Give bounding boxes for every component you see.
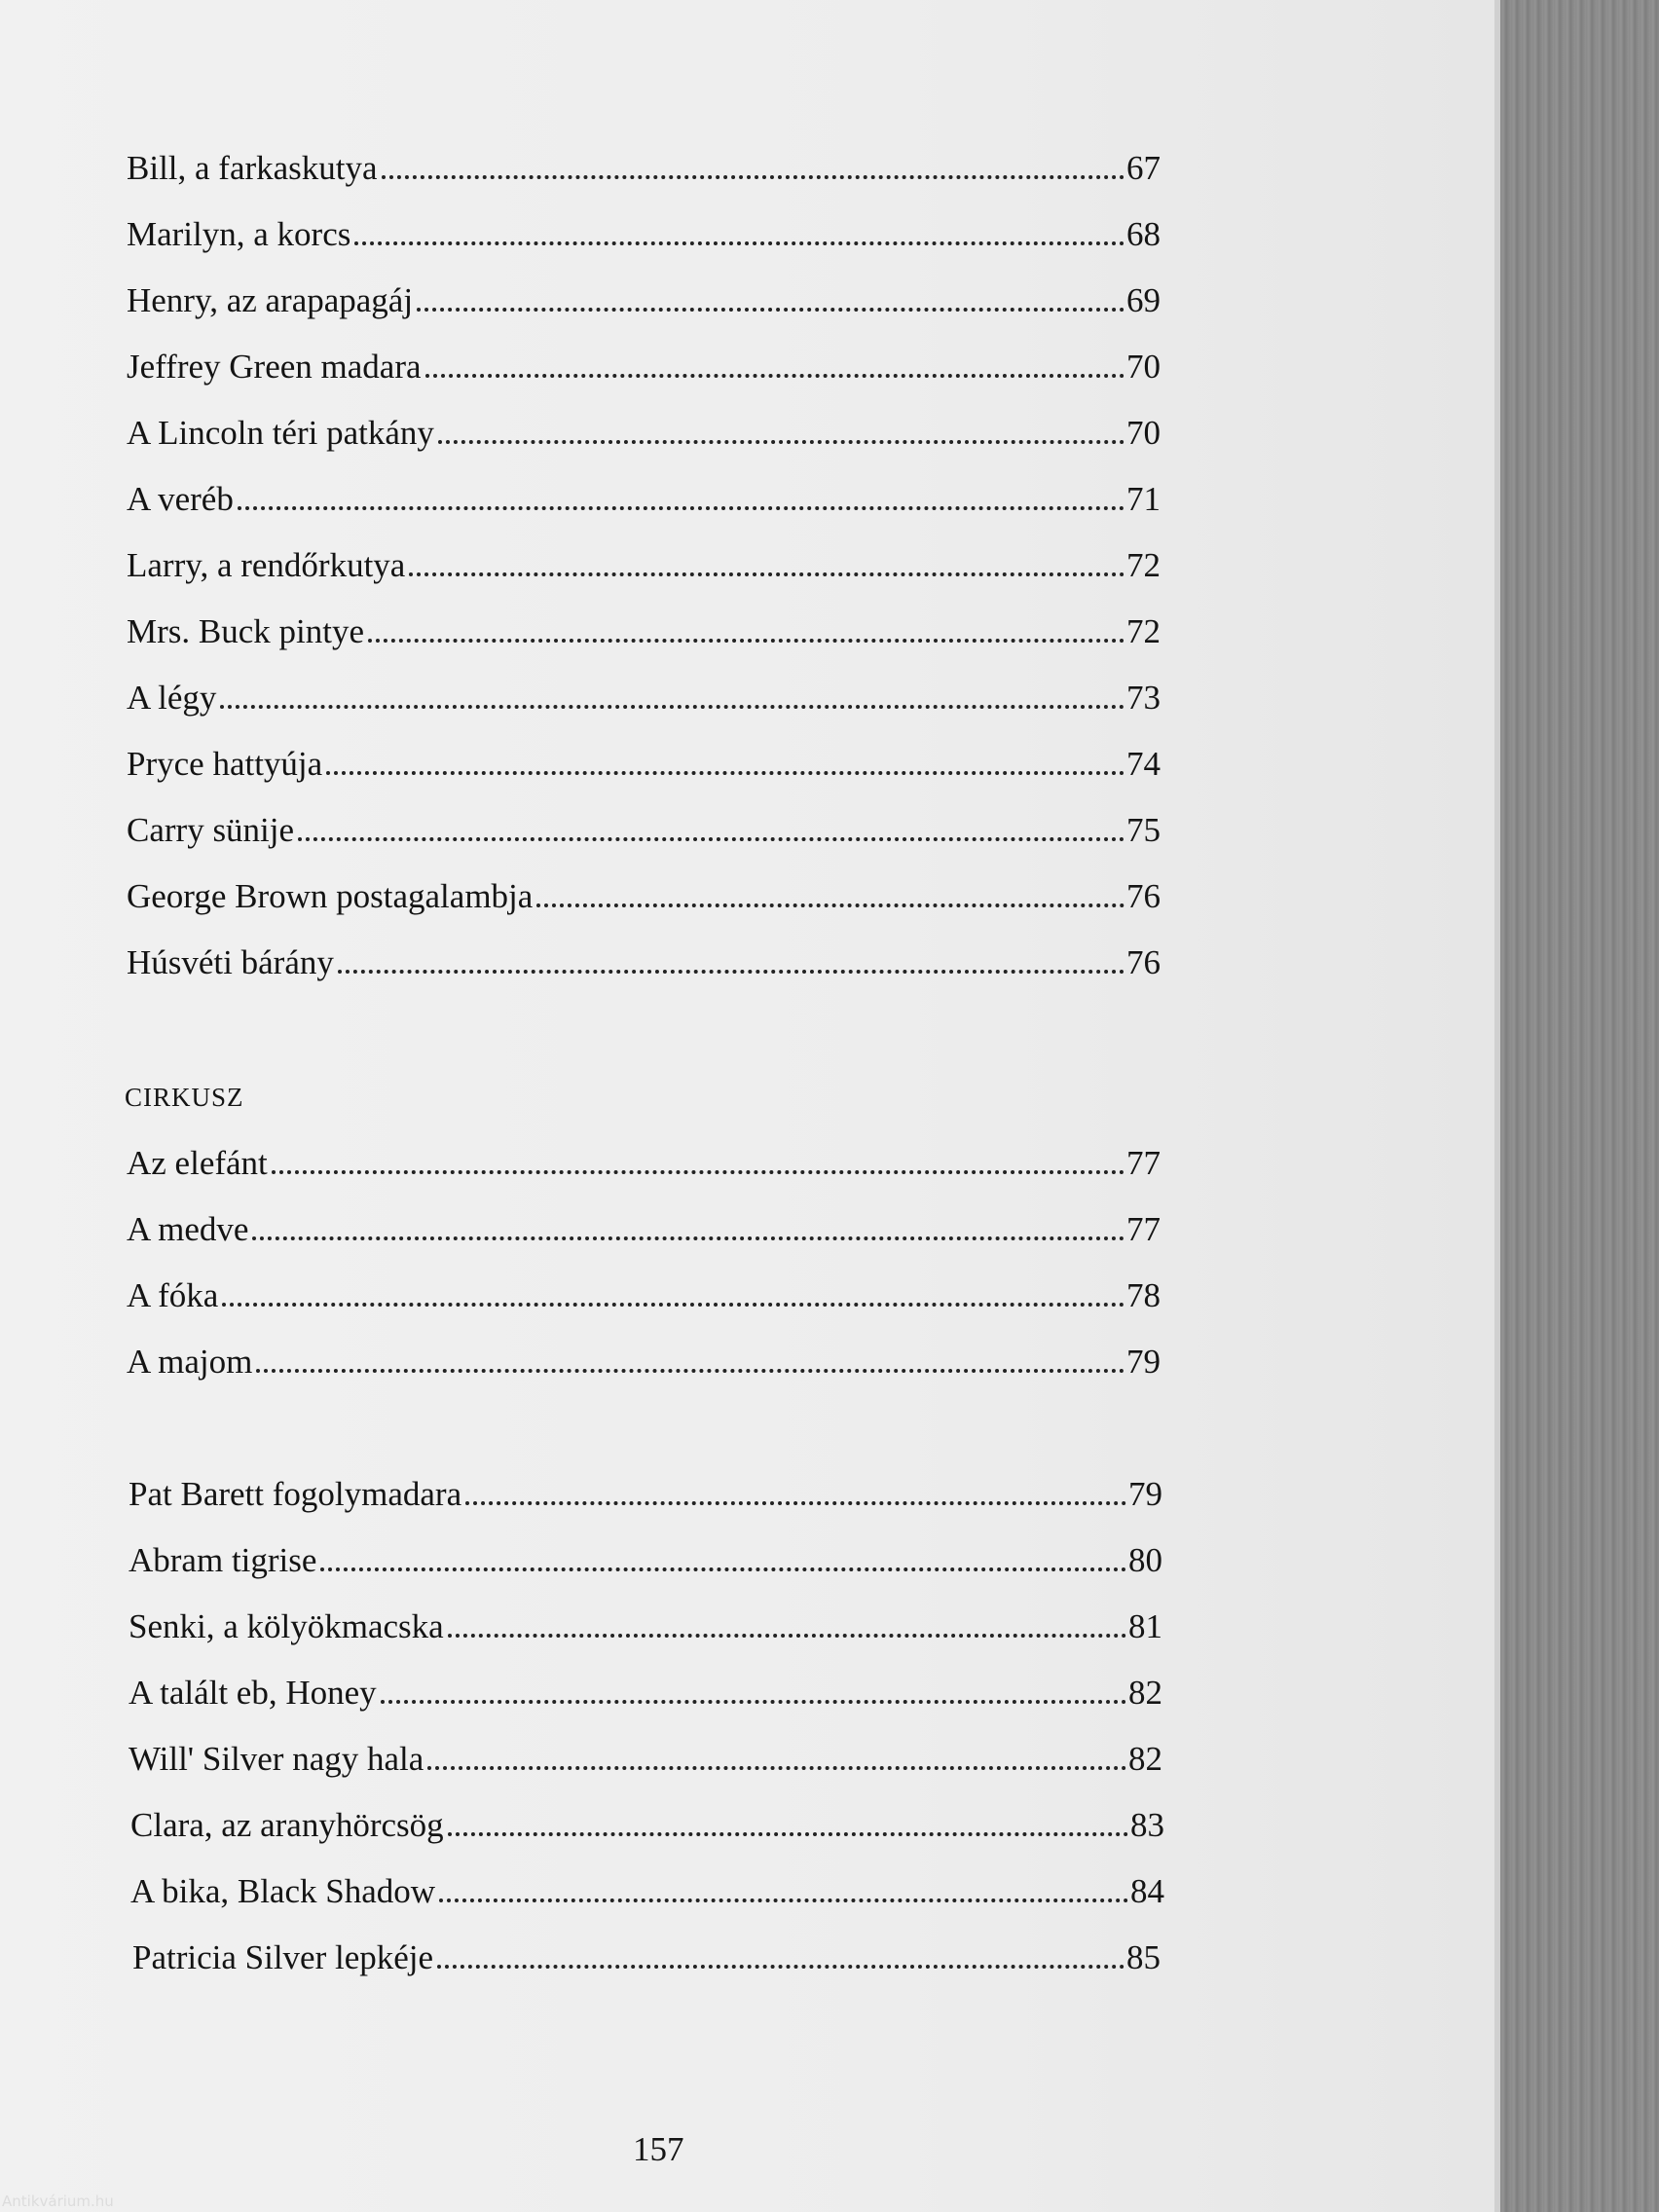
toc-entry-page: 75 xyxy=(1126,811,1161,849)
toc-entry-page: 78 xyxy=(1126,1276,1161,1314)
toc-entry xyxy=(127,734,1161,781)
toc-entry-page: 76 xyxy=(1126,943,1161,981)
toc-entry xyxy=(127,668,1161,715)
toc-entry xyxy=(127,403,1161,450)
toc-leader-dots xyxy=(252,1236,1124,1240)
toc-leader-dots xyxy=(222,1303,1124,1307)
toc-entry xyxy=(127,337,1161,384)
toc-entry xyxy=(127,204,1161,251)
toc-entry-title: Patricia Silver lepkéje xyxy=(132,1938,434,1976)
toc-leader-dots xyxy=(417,308,1124,312)
toc-leader-dots xyxy=(536,903,1124,907)
toc-entry xyxy=(127,469,1161,516)
toc-entry xyxy=(127,1199,1161,1246)
toc-entry-page: 73 xyxy=(1126,679,1161,717)
toc-entry-title: Henry, az arapapagáj xyxy=(127,281,414,319)
toc-entry-page: 67 xyxy=(1126,149,1161,187)
toc-entry xyxy=(127,1133,1161,1180)
toc-entry xyxy=(127,1332,1161,1379)
toc-entry xyxy=(127,1266,1161,1312)
toc-entry xyxy=(127,138,1161,185)
toc-entry-title: George Brown postagalambja xyxy=(127,877,534,915)
toc-entry-page: 70 xyxy=(1126,348,1161,386)
toc-entry-title: Bill, a farkaskutya xyxy=(127,149,378,187)
toc-leader-dots xyxy=(320,1567,1126,1571)
toc-entry-title: Jeffrey Green madara xyxy=(127,348,422,386)
toc-entry xyxy=(129,1597,1162,1643)
toc-entry xyxy=(129,1663,1162,1710)
toc-entry xyxy=(127,800,1161,847)
toc-entry-page: 82 xyxy=(1128,1740,1162,1778)
watermark-text: Antikvárium.hu xyxy=(2,2193,114,2210)
toc-entry xyxy=(129,1530,1162,1577)
toc-entry-title: Carry sünije xyxy=(127,811,295,849)
toc-entry-title: A Lincoln téri patkány xyxy=(127,414,434,452)
toc-entry-page: 85 xyxy=(1126,1938,1161,1976)
toc-entry-page: 69 xyxy=(1126,281,1161,319)
toc-entry-page: 76 xyxy=(1126,877,1161,915)
toc-entry-page: 83 xyxy=(1130,1806,1164,1844)
toc-leader-dots xyxy=(326,771,1124,775)
toc-leader-dots xyxy=(256,1369,1124,1373)
toc-entry-page: 77 xyxy=(1126,1210,1161,1248)
toc-leader-dots xyxy=(425,374,1124,378)
toc-entry-title: A bika, Black Shadow xyxy=(130,1872,436,1910)
background-surface xyxy=(1500,0,1659,2212)
toc-entry-title: Clara, az aranyhörcsög xyxy=(130,1806,444,1844)
toc-entry-page: 71 xyxy=(1126,480,1161,518)
toc-entry-title: Senki, a kölyökmacska xyxy=(129,1607,444,1645)
toc-entry-page: 68 xyxy=(1126,215,1161,253)
toc-leader-dots xyxy=(220,705,1124,709)
toc-entry-title: A majom xyxy=(127,1343,253,1381)
toc-leader-dots xyxy=(354,241,1124,245)
toc-leader-dots xyxy=(298,837,1124,841)
toc-entry-title: Húsvéti bárány xyxy=(127,943,334,981)
toc-leader-dots xyxy=(439,1899,1128,1902)
toc-leader-dots xyxy=(409,572,1124,576)
toc-entry-page: 77 xyxy=(1126,1144,1161,1182)
toc-entry xyxy=(130,1795,1164,1842)
toc-entry-title: Pat Barett fogolymadara xyxy=(129,1475,462,1513)
page-number: 157 xyxy=(633,2130,684,2168)
toc-entry-page: 80 xyxy=(1128,1541,1162,1579)
toc-entry-title: Marilyn, a korcs xyxy=(127,215,351,253)
toc-entry-title: Will' Silver nagy hala xyxy=(129,1740,424,1778)
toc-leader-dots xyxy=(238,506,1124,510)
toc-leader-dots xyxy=(272,1170,1124,1174)
toc-entry-title: A veréb xyxy=(127,480,234,518)
toc-entry xyxy=(127,866,1161,913)
toc-entry xyxy=(127,271,1161,317)
toc-entry-page: 82 xyxy=(1128,1674,1162,1712)
toc-entry-page: 72 xyxy=(1126,546,1161,584)
toc-entry xyxy=(127,933,1161,979)
toc-leader-dots xyxy=(448,1634,1126,1638)
toc-entry-title: Larry, a rendőrkutya xyxy=(127,546,406,584)
toc-entry-title: Pryce hattyúja xyxy=(127,745,323,783)
toc-entry-page: 79 xyxy=(1126,1343,1161,1381)
toc-entry-title: Abram tigrise xyxy=(129,1541,317,1579)
toc-entry-title: Mrs. Buck pintye xyxy=(127,612,365,650)
toc-leader-dots xyxy=(381,1700,1126,1704)
toc-entry-title: Az elefánt xyxy=(127,1144,268,1182)
toc-leader-dots xyxy=(368,639,1124,643)
toc-leader-dots xyxy=(427,1766,1126,1770)
toc-entry-title: A medve xyxy=(127,1210,249,1248)
toc-entry xyxy=(129,1729,1162,1776)
toc-entry-page: 79 xyxy=(1128,1475,1162,1513)
toc-entry xyxy=(127,602,1161,648)
toc-leader-dots xyxy=(465,1501,1126,1505)
toc-entry-title: A légy xyxy=(127,679,217,717)
toc-entry-page: 72 xyxy=(1126,612,1161,650)
toc-entry-page: 81 xyxy=(1128,1607,1162,1645)
toc-leader-dots xyxy=(382,175,1124,179)
toc-entry xyxy=(132,1928,1161,1974)
toc-entry-page: 74 xyxy=(1126,745,1161,783)
toc-leader-dots xyxy=(448,1832,1128,1836)
toc-entry-page: 70 xyxy=(1126,414,1161,452)
toc-entry xyxy=(129,1464,1162,1511)
toc-entry xyxy=(130,1862,1164,1908)
toc-leader-dots xyxy=(438,440,1124,444)
toc-leader-dots xyxy=(437,1965,1124,1969)
toc-entry xyxy=(127,535,1161,582)
toc-entry-title: A talált eb, Honey xyxy=(129,1674,377,1712)
toc-leader-dots xyxy=(338,970,1124,974)
toc-entry-title: A fóka xyxy=(127,1276,219,1314)
toc-entry-page: 84 xyxy=(1130,1872,1164,1910)
section-heading: CIRKUSZ xyxy=(125,1083,244,1112)
